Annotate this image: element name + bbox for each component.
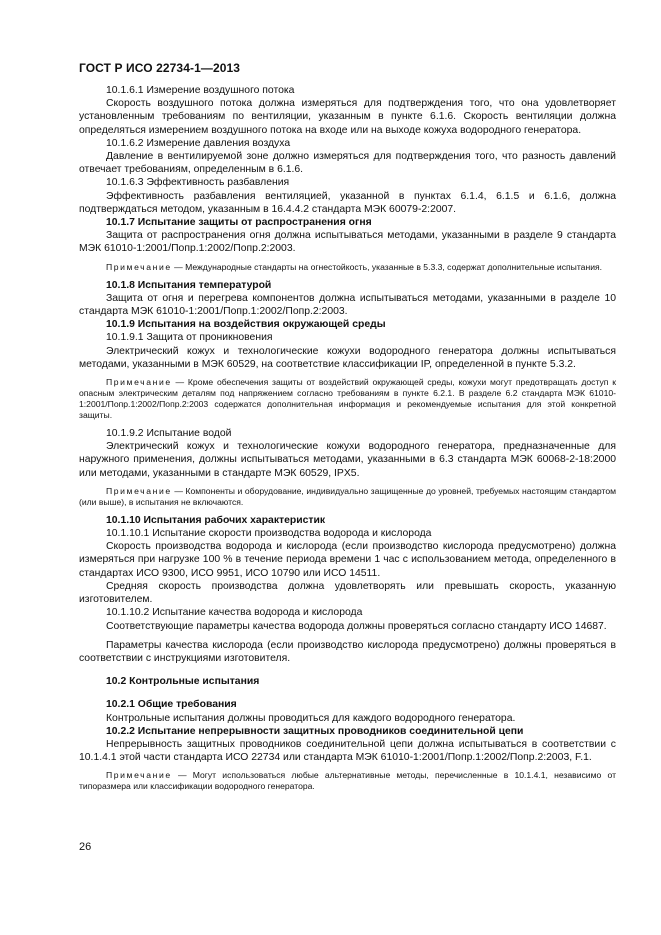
clause-heading: 10.1.6.3 Эффективность разбавления — [106, 177, 290, 189]
note-label: Примечание — [106, 261, 172, 272]
section-heading: 10.2 Контрольные испытания — [106, 676, 260, 688]
document-header: ГОСТ Р ИСО 22734-1—2013 — [79, 61, 241, 75]
note — [79, 262, 616, 273]
page-number: 26 — [79, 841, 92, 853]
body-paragraph: Скорость воздушного потока должна измеряться для подтверждения того, что она удовлетворяет установленным требованиям по вентиляции, указанным в пункте 6.1.6. Скорость вентиляции должна определяться измерением воздушного потока на входе или на выходе кожуха водородного генератора. — [79, 98, 616, 136]
body-paragraph: Защита от распространения огня должна испытываться методами, указанными в разделе 9 стандарта МЭК 61010-1:2001/Попр.1:2002/Попр.2:2003. — [79, 230, 616, 255]
note-text: — Кроме обеспечения защиты от воздействий окружающей среды, кожухи могут предотвращать доступ к опасным электрическим деталям под напряжением согласно требованиям в пункте 6.2.1. В разделе 6.2 стандарта МЭК 61010-1:2001/Попр.1:2002/Попр.2:2003 содержатся дополнительная информация и рекомендуемые испытания для этой конкретной защиты. — [79, 377, 617, 421]
clause-heading: 10.1.6.1 Измерение воздушного потока — [106, 85, 295, 96]
body-paragraph: Соответствующие параметры качества водорода должны проверяться согласно стандарту ИСО 14687. — [106, 620, 607, 632]
clause-heading: 10.1.6.2 Измерение давления воздуха — [106, 137, 291, 149]
body-paragraph: Непрерывность защитных проводников соединительной цепи должна испытываться в соответствии с 10.1.4.1 этой части стандарта ИСО 22734 или стандарта МЭК 61010-1:2001/Попр.1:2002/Попр.2:2003, F.1. — [79, 738, 616, 764]
body-paragraph: Электрический кожух и технологические кожухи водородного генератора должны испытываться методами, указанными в МЭК 60529, на соответствие классификации IP, определенной в пункте 5.3.2. — [79, 345, 616, 370]
body-paragraph: Защита от огня и перегрева компонентов должна испытываться методами, указанными в разделе 10 стандарта МЭК 61010-1:2001/Попр.1:2002/Попр.2:2003. — [79, 292, 616, 318]
section-heading: 10.1.8 Испытания температурой — [106, 279, 272, 291]
body-paragraph: Давление в вентилируемой зоне должно измеряться для подтверждения того, что разность давлений отвечает требованиям, определенным в 6.1.6. — [79, 151, 616, 176]
section-heading: 10.2.1 Общие требования — [106, 699, 237, 711]
note — [79, 377, 616, 421]
body-paragraph: Средняя скорость производства должна удовлетворять или превышать скорость, указанную изготовителем. — [79, 580, 616, 606]
body-paragraph: Скорость производства водорода и кислорода (если производство кислорода предусмотрено) должна измеряться при нагрузке 100 % в течение периода времени 1 час с использованием метода, определенного в стандартах ИСО 9300, ИСО 9951, ИСО 10790 или ИСО 14511. — [79, 541, 616, 579]
body-paragraph: Параметры качества кислорода (если производство кислорода предусмотрено) должны проверяться в соответствии с инструкциями изготовителя. — [79, 639, 616, 664]
section-heading: 10.1.9 Испытания на воздействия окружающей среды — [106, 319, 386, 331]
note-text: — Могут использоваться любые альтернативные методы, перечисленные в 10.1.4.1, независимо от типоразмера или классификации водородного генератора. — [79, 770, 616, 792]
clause-heading: 10.1.10.2 Испытание качества водорода и кислорода — [106, 607, 363, 619]
clause-heading: 10.1.9.1 Защита от проникновения — [106, 332, 273, 344]
note-label: Примечание — [106, 770, 172, 781]
note — [79, 770, 616, 792]
note — [79, 486, 616, 508]
section-heading: 10.1.7 Испытание защиты от распространения огня — [106, 217, 372, 229]
body-paragraph: Контрольные испытания должны проводиться для каждого водородного генератора. — [106, 712, 516, 724]
clause-heading: 10.1.9.2 Испытание водой — [106, 428, 232, 440]
note-text: — Компоненты и оборудование, индивидуально защищенные до уровней, требуемых настоящим стандартом (или выше), в испытания не включаются. — [79, 485, 617, 507]
note-text: — Международные стандарты на огнестойкость, указанные в 5.3.3, содержат дополнительные испытания. — [174, 261, 603, 272]
note-label: Примечание — [106, 377, 172, 388]
note-label: Примечание — [106, 485, 172, 496]
clause-heading: 10.1.10.1 Испытание скорости производства водорода и кислорода — [106, 528, 432, 540]
section-heading: 10.1.10 Испытания рабочих характеристик — [106, 514, 326, 526]
body-paragraph: Эффективность разбавления вентиляцией, указанной в пунктах 6.1.4, 6.1.5 и 6.1.6, должна подтверждаться методом, указанным в 16.4.4.2 стандарта МЭК 60079-2:2007. — [79, 190, 616, 215]
section-heading: 10.2.2 Испытание непрерывности защитных проводников соединительной цепи — [106, 725, 524, 737]
page-body — [79, 84, 616, 797]
body-paragraph: Электрический кожух и технологические кожухи водородного генератора, предназначенные для наружного применения, должны испытываться методами, указанными в 6.3 стандарта МЭК 60068-2-18:2000 или методами, указанными в стандарте МЭК 60529, IPX5. — [79, 441, 616, 479]
